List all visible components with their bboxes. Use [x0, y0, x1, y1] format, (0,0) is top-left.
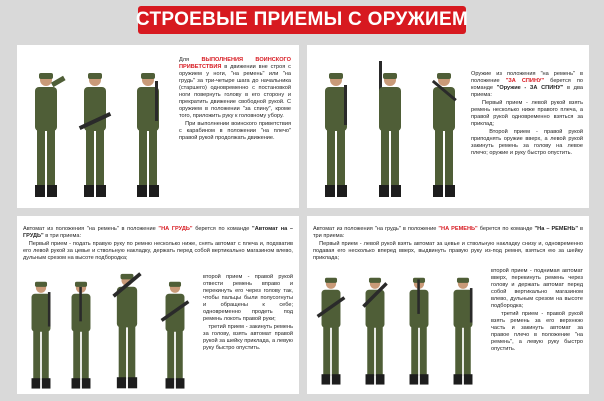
soldier-figure [72, 71, 118, 201]
panel-text: Автомат из положения "на ремень" в положение "НА ГРУДЬ" берется по команде "Автомат на – ГРУДЬ" в три приема: Первый прием - подать правую руку по ремню несколько ниже, снять автомат с плеча и, подхватив его левой рукой за цевье и ствольную накладку, держать перед собой вертикально магазином влево, дульным срезом на высоте подбородка; [23, 226, 293, 261]
panel-behind-back [307, 45, 589, 208]
soldier-figure [443, 276, 483, 388]
panel-text: Автомат из положения "на грудь" в положение "НА РЕМЕНЬ" берется по команде "На – РЕМЕНЬ" в три приема: Первый прием - левой рукой взять автомат за цевье и ствольную накладку снизу и, одновременно подавая его несколько вперед вверх, выдвинуть правую руку из-под ремня, взяться ею за шейку приклада; [313, 226, 584, 261]
panel-text: Для ВЫПОЛНЕНИЯ ВОИНСКОГО ПРИВЕТСТВИЯ в движении вне строя с оружием у ноги, "на ремень" или "на грудь" за три-четыре шага до начальника (старшего) одновременно с постановкой ноги повернуть голову в его сторону и прекратить движение свободной рукой. С оружием в положении "за спину", кроме того, приложить руку к головному убору. При выполнении воинского приветствия с карабином в положении "на плечо" правой рукой продолжать движение. [179, 57, 291, 141]
soldier-figure [23, 71, 69, 201]
header-banner [0, 0, 604, 40]
soldier-figure [355, 276, 395, 388]
soldier-figure [21, 280, 61, 392]
soldier-figure [367, 61, 413, 201]
title-bar [135, 6, 469, 34]
panel-text: Оружие из положения "на ремень" в положение "ЗА СПИНУ" берется по команде "Оружие - ЗА СПИНУ" в два приема: Первый прием - левой рукой взять ремень несколько ниже правого плеча, а правой рукой одновременно взяться за приклад; Второй прием - правой рукой приподнять оружие вверх, а левой рукой закинуть ремень за голову на левое плечо; оружие и руку быстро опустить. [471, 71, 583, 156]
soldier-figure [311, 276, 351, 388]
soldier-figure [155, 280, 195, 392]
panel-on-sling [307, 216, 589, 394]
panel-on-chest [17, 216, 299, 394]
page-title: СТРОЕВЫЕ ПРИЕМЫ С ОРУЖИЕМ [135, 9, 469, 30]
soldier-figure [421, 71, 467, 201]
soldier-figure [61, 280, 101, 392]
soldier-figure [125, 71, 171, 201]
soldier-figure [313, 71, 359, 201]
soldier-figure [399, 276, 439, 388]
panel-text-side: второй прием - поднимая автомат вверх, перекинуть ремень через голову и держать автомат перед собой вертикально магазином влево, дульным срезом на высоте подбородка; третий прием - правой рукой взять ремень за его верхнюю часть и закинуть автомат за правое плечо в положение "на ремень", а левую руку быстро опустить. [491, 268, 583, 352]
soldier-figure [105, 272, 149, 392]
panel-salute [17, 45, 299, 208]
panel-text-side: второй прием - правой рукой отвести ремень вправо и перекинуть его через голову так, чтобы пальцы были полусогнуты и обращены к себе; одновременно продеть под ремень локоть правой руки; третий прием - закинуть ремень за голову, взять автомат правой рукой за шейку приклада, а левую руку быстро опустить. [203, 274, 293, 351]
